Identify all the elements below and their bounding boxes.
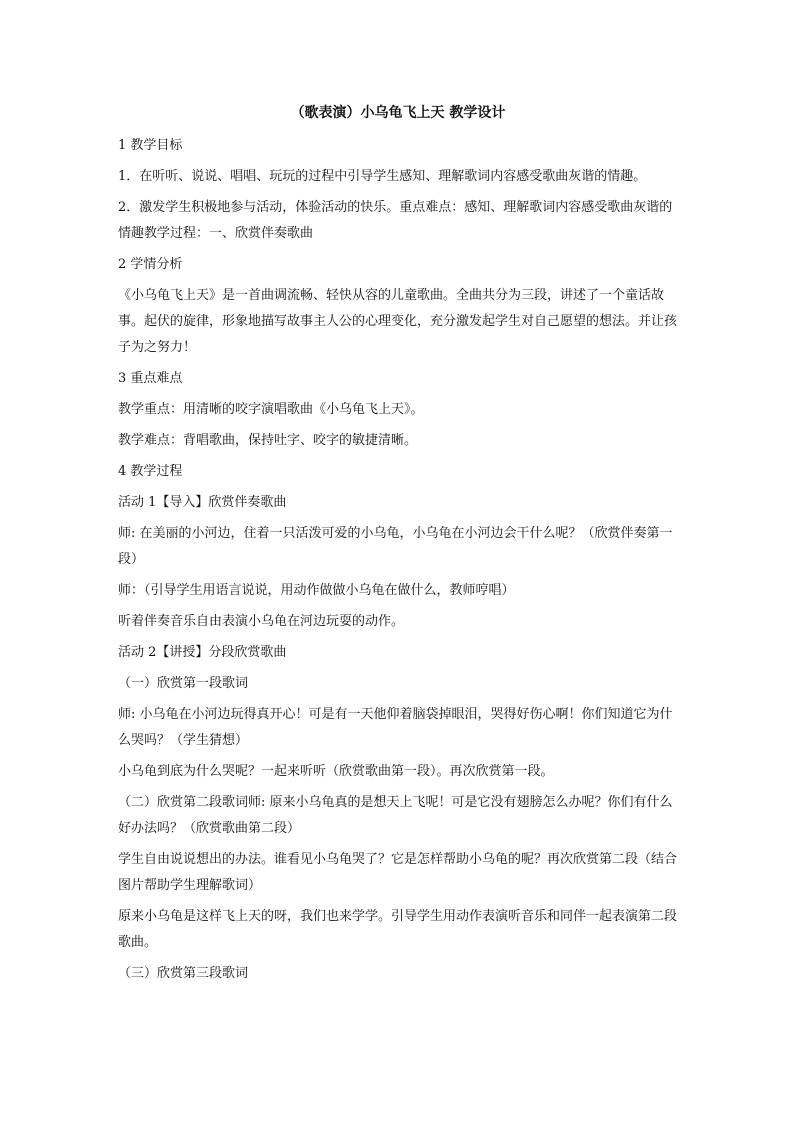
lyrics-part-1-heading: （一）欣赏第一段歌词 xyxy=(118,676,249,691)
activity-1-student-action: 听着伴奏音乐自由表演小乌龟在河边玩耍的动作。 xyxy=(118,614,405,629)
lyrics-part-2-heading: （二）欣赏第二段歌词师: 原来小乌龟真的是想天上飞呢！可是它没有翅膀怎么办呢？你们有什么好办法吗？（欣赏歌曲第二段） xyxy=(118,795,673,836)
lyrics-part-1-teacher-line: 师: 小乌龟在小河边玩得真开心！可是有一天他仰着脑袋掉眼泪，哭得好伤心啊！你们知道它为什么哭吗？（学生猜想） xyxy=(118,707,673,748)
goal-item-1: 1．在听听、说说、唱唱、玩玩的过程中引导学生感知、理解歌词内容感受歌曲灰谐的情趣。 xyxy=(118,169,647,184)
section-heading-key-points: 3 重点难点 xyxy=(118,371,183,386)
lyrics-part-2-performance: 原来小乌龟是这样飞上天的呀，我们也来学学。引导学生用动作表演听音乐和同伴一起表演第二段歌曲。 xyxy=(118,909,678,950)
lyrics-part-2-student-talk: 学生自由说说想出的办法。谁看见小乌龟哭了？它是怎样帮助小乌龟的呢？再次欣赏第二段（结合图片帮助学生理解歌词） xyxy=(118,852,678,893)
document-title: （歌表演）小乌龟飞上天 教学设计 xyxy=(290,105,506,121)
analysis-paragraph: 《小乌龟飞上天》是一首曲调流畅、轻快从容的儿童歌曲。全曲共分为三段，讲述了一个童话故事。起伏的旋律，形象地描写故事主人公的心理变化，充分激发起学生对自己愿望的想法。并让孩子为之努力！ xyxy=(118,288,678,355)
section-heading-process: 4 教学过程 xyxy=(118,464,183,479)
section-heading-goals: 1 教学目标 xyxy=(118,138,183,153)
key-point-paragraph: 教学重点：用清晰的咬字演唱歌曲《小乌龟飞上天》。 xyxy=(118,402,424,417)
activity-2-heading: 活动 2【讲授】分段欣赏歌曲 xyxy=(118,645,287,660)
section-heading-analysis: 2 学情分析 xyxy=(118,257,183,272)
activity-1-teacher-guide: 师：（引导学生用语言说说，用动作做做小乌龟在做什么，教师哼唱） xyxy=(118,583,515,598)
document-body xyxy=(118,103,678,992)
activity-1-heading: 活动 1【导入】欣赏伴奏歌曲 xyxy=(118,495,287,510)
activity-1-teacher-line: 师: 在美丽的小河边，住着一只活泼可爱的小乌龟，小乌龟在小河边会干什么呢？（欣赏伴奏第一段） xyxy=(118,526,673,567)
lyrics-part-3-heading: （三）欣赏第三段歌词 xyxy=(118,966,249,981)
difficulty-paragraph: 教学难点：背唱歌曲，保持吐字、咬字的敏捷清晰。 xyxy=(118,433,418,448)
goal-item-2: 2．激发学生积极地参与活动，体验活动的快乐。重点难点：感知、理解歌词内容感受歌曲灰谐的情趣教学过程：一、欣赏伴奏歌曲 xyxy=(118,200,673,241)
lyrics-part-1-listen: 小乌龟到底为什么哭呢？一起来听听（欣赏歌曲第一段）。再次欣赏第一段。 xyxy=(118,764,554,779)
